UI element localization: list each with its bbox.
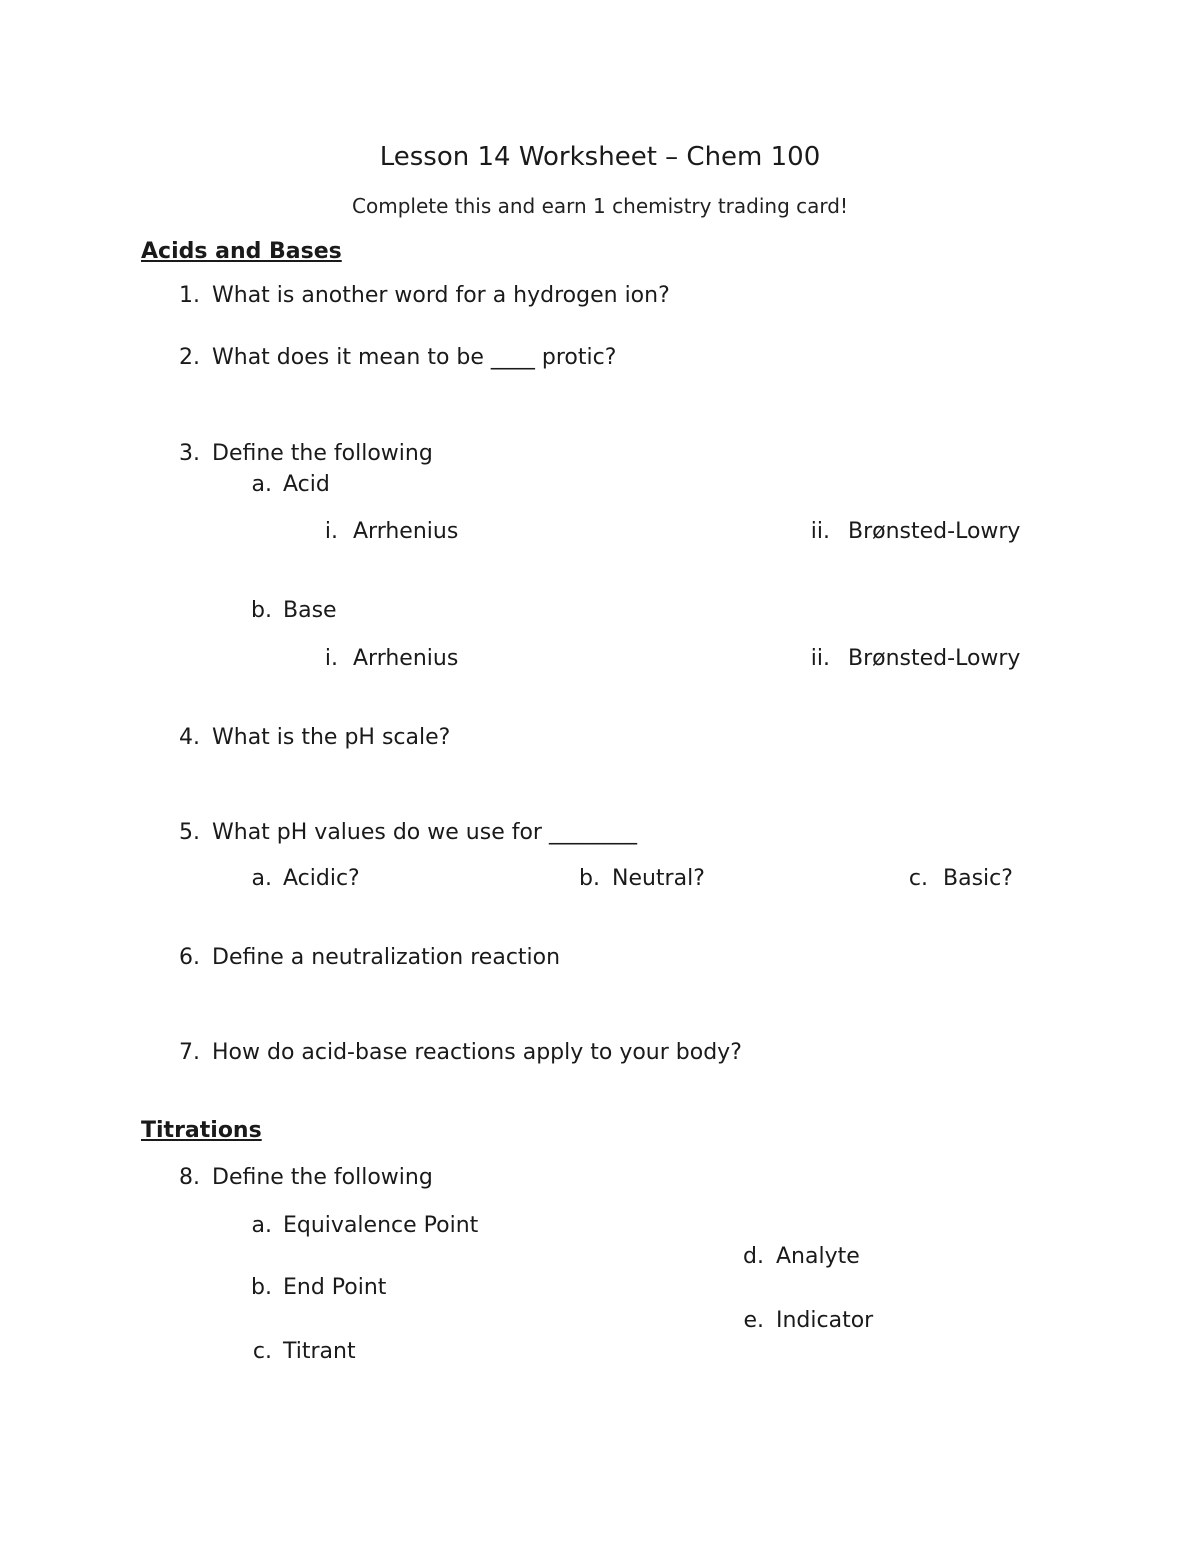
question-8-text: Define the following <box>212 1165 433 1190</box>
question-3a-marker: a. <box>251 472 272 497</box>
question-3a-ii-marker: ii. <box>810 519 830 544</box>
question-5-number: 5. <box>179 820 200 845</box>
question-1-text: What is another word for a hydrogen ion? <box>212 283 670 308</box>
question-8-number: 8. <box>179 1165 200 1190</box>
question-3b-i-text: Arrhenius <box>353 646 459 671</box>
question-3a-i-marker: i. <box>324 519 338 544</box>
question-5c-marker: c. <box>908 866 928 891</box>
question-4-number: 4. <box>179 725 200 750</box>
question-8c-text: Titrant <box>283 1339 356 1364</box>
question-3b-ii-text: Brønsted-Lowry <box>848 646 1021 671</box>
question-7-number: 7. <box>179 1040 200 1065</box>
question-5a-marker: a. <box>251 866 272 891</box>
question-3a-i-text: Arrhenius <box>353 519 459 544</box>
question-8b-text: End Point <box>283 1275 387 1300</box>
question-6-number: 6. <box>179 945 200 970</box>
question-3b-ii-marker: ii. <box>810 646 830 671</box>
page-title: Lesson 14 Worksheet – Chem 100 <box>379 142 821 172</box>
section-heading-acids-bases: Acids and Bases <box>141 239 342 264</box>
question-5a-text: Acidic? <box>283 866 360 891</box>
question-3a-text: Acid <box>283 472 330 497</box>
section-heading-titrations: Titrations <box>141 1118 262 1143</box>
page-subtitle: Complete this and earn 1 chemistry trading card! <box>352 194 848 218</box>
question-3-text: Define the following <box>212 441 433 466</box>
question-5b-text: Neutral? <box>612 866 705 891</box>
question-2-number: 2. <box>179 345 200 370</box>
question-8b-marker: b. <box>251 1275 272 1300</box>
question-1-number: 1. <box>179 283 200 308</box>
question-8c-marker: c. <box>252 1339 272 1364</box>
question-3b-text: Base <box>283 598 337 623</box>
question-3b-i-marker: i. <box>324 646 338 671</box>
question-3b-marker: b. <box>251 598 272 623</box>
question-2-text: What does it mean to be ____ protic? <box>212 345 617 370</box>
question-7-text: How do acid-base reactions apply to your body? <box>212 1040 742 1065</box>
question-8e-marker: e. <box>743 1308 764 1333</box>
question-8d-marker: d. <box>743 1244 764 1269</box>
question-6-text: Define a neutralization reaction <box>212 945 561 970</box>
question-8a-text: Equivalence Point <box>283 1213 479 1238</box>
question-5b-marker: b. <box>579 866 600 891</box>
question-5c-text: Basic? <box>943 866 1013 891</box>
question-3a-ii-text: Brønsted-Lowry <box>848 519 1021 544</box>
question-4-text: What is the pH scale? <box>212 725 451 750</box>
question-8a-marker: a. <box>251 1213 272 1238</box>
question-8d-text: Analyte <box>776 1244 860 1269</box>
question-3-number: 3. <box>179 441 200 466</box>
question-8e-text: Indicator <box>776 1308 874 1333</box>
question-5-text: What pH values do we use for ________ <box>212 820 637 845</box>
